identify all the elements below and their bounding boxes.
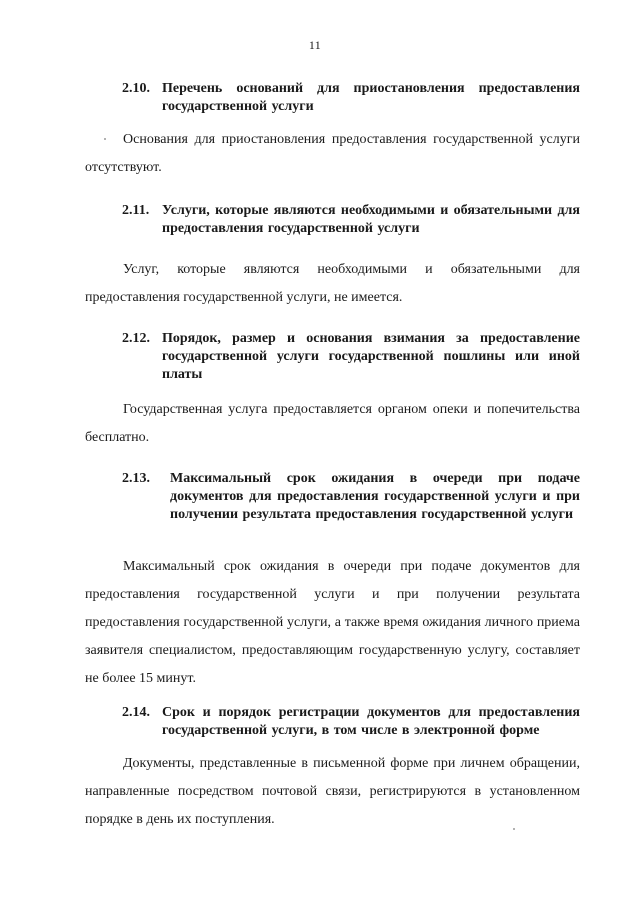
section-number: 2.13. [122,471,150,486]
section-number: 2.10. [122,81,150,96]
section-title: Максимальный срок ожидания в очереди при подаче документов для предоставления государственной услуги и при получении результата предоставления государственной услуги [170,471,580,522]
section-title: Порядок, размер и основания взимания за предоставление государственной услуги государственной пошлины или иной платы [162,331,580,382]
section-body-2-12: Государственная услуга предоставляется органом опеки и попечительства бесплатно. [85,402,580,445]
section-heading-2-14 [122,704,580,740]
section-heading-2-11 [122,202,580,238]
section-heading-2-12 [122,330,580,384]
section-body-2-14: Документы, представленные в письменной форме при личнем обращении, направленные посредством почтовой связи, регистрируются в установленном порядке в день их поступления. [85,756,580,827]
section-title: Срок и порядок регистрации документов для предоставления государственной услуги, в том числе в электронной форме [162,705,580,738]
section-title: Перечень оснований для приостановления предоставления государственной услуги [162,81,580,114]
section-body-2-10: Основания для приостановления предоставления государственной услуги отсутствуют. [85,132,580,175]
page-number: 11 [308,38,322,52]
section-number: 2.12. [122,331,150,346]
section-heading-2-10 [122,80,580,116]
section-body-2-13: Максимальный срок ожидания в очереди при подаче документов для предоставления государственной услуги и при получении результата предоставления государственной услуги, а также время ожидания личного приема заявителя специалистом, предоставляющим государственную услугу, составляет не более 15 минут. [85,559,580,686]
section-number: 2.11. [122,203,150,218]
section-heading-2-13 [122,470,580,524]
scan-speck [104,138,106,140]
section-number: 2.14. [122,705,150,720]
scan-speck [513,828,515,830]
section-body-2-11: Услуг, которые являются необходимыми и обязательными для предоставления государственной услуги, не имеется. [85,262,580,305]
section-title: Услуги, которые являются необходимыми и обязательными для предоставления государственной услуги [162,203,580,236]
